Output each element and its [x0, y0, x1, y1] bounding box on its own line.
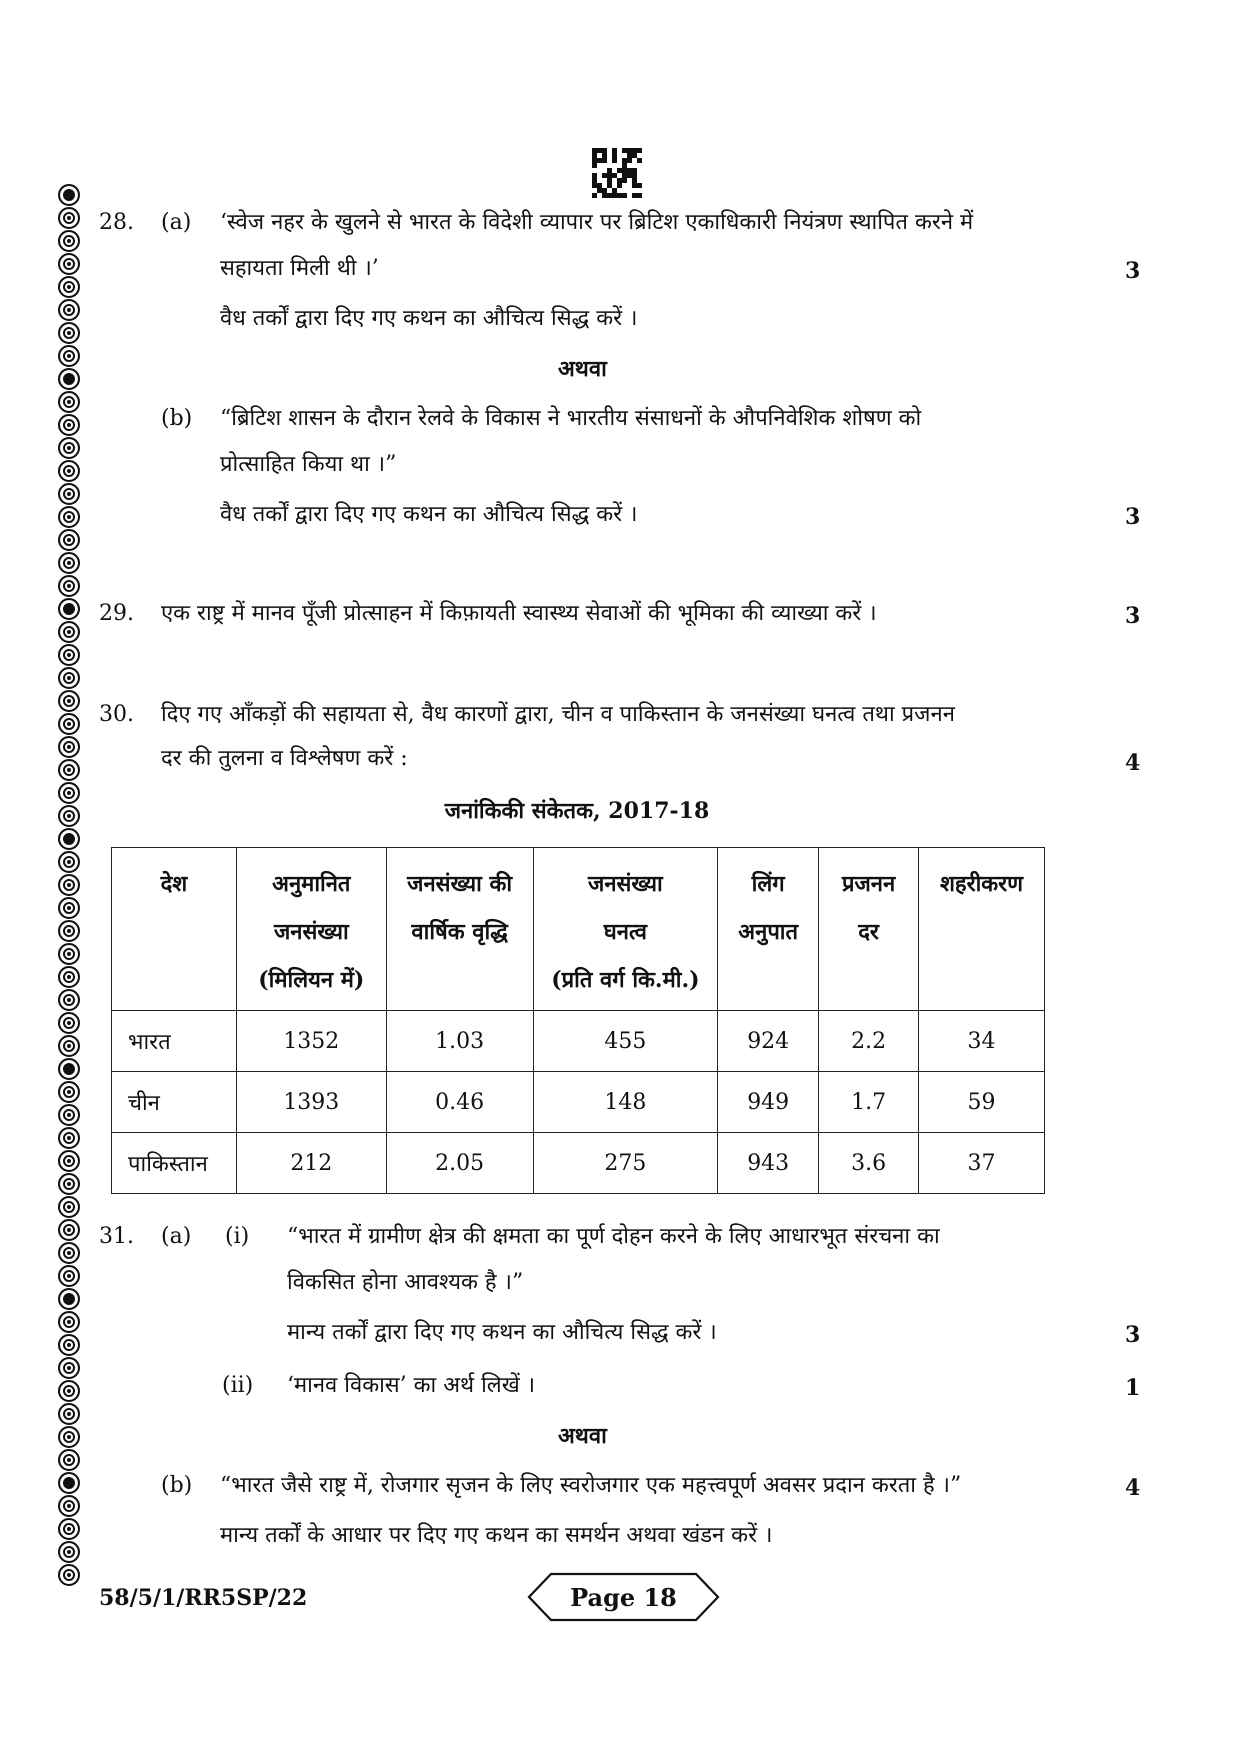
ring-circle-icon — [58, 667, 80, 689]
solid-circle-icon — [58, 368, 80, 390]
solid-circle-icon — [58, 1288, 80, 1310]
ring-circle-icon — [58, 1242, 80, 1264]
ring-circle-icon — [58, 322, 80, 344]
ring-circle-icon — [58, 690, 80, 712]
ring-circle-icon — [58, 437, 80, 459]
ring-circle-icon — [58, 782, 80, 804]
header-country — [112, 848, 237, 1011]
cell-population: 1393 — [236, 1072, 386, 1133]
ring-circle-icon — [58, 851, 80, 873]
ring-circle-icon — [58, 575, 80, 597]
q31-b-marks: 4 — [1125, 1475, 1141, 1501]
ring-circle-icon — [58, 1564, 80, 1586]
q31-i-instruction: मान्य तर्कों द्वारा दिए गए कथन का औचित्य सिद्ध करें । — [287, 1320, 717, 1345]
ring-circle-icon — [58, 483, 80, 505]
cell-population: 212 — [236, 1133, 386, 1194]
header-line: घनत्व — [603, 919, 648, 945]
cell-fertility: 1.7 — [819, 1072, 919, 1133]
ring-circle-icon — [58, 1035, 80, 1057]
ring-circle-icon — [58, 1219, 80, 1241]
qr-module — [637, 193, 642, 198]
header-line: (प्रति वर्ग कि.मी.) — [551, 967, 700, 993]
header-line: देश — [160, 871, 188, 897]
ring-circle-icon — [58, 713, 80, 735]
q28-a-line1: ‘स्वेज नहर के खुलने से भारत के विदेशी व्यापार पर ब्रिटिश एकाधिकारी नियंत्रण स्थापित करने में — [220, 210, 974, 235]
q31-ii-label: (ii) — [222, 1373, 254, 1398]
q31-or: अथवा — [558, 1423, 607, 1449]
ring-circle-icon — [58, 736, 80, 758]
ring-circle-icon — [58, 1449, 80, 1471]
q28-b-line2: प्रोत्साहित किया था ।” — [220, 452, 397, 477]
cell-sex-ratio: 949 — [718, 1072, 819, 1133]
ring-circle-icon — [58, 943, 80, 965]
header-line: अनुमानित — [272, 871, 351, 897]
header-growth — [386, 848, 533, 1011]
ring-circle-icon — [58, 1403, 80, 1425]
q30-number: 30. — [99, 702, 134, 727]
solid-circle-icon — [58, 598, 80, 620]
ring-circle-icon — [58, 1127, 80, 1149]
ring-circle-icon — [58, 529, 80, 551]
ring-circle-icon — [58, 621, 80, 643]
q31-b-label: (b) — [161, 1473, 193, 1498]
q28-b-marks: 3 — [1125, 504, 1141, 530]
ring-circle-icon — [58, 989, 80, 1011]
header-line: प्रजनन — [841, 871, 896, 897]
q30-line2: दर की तुलना व विश्लेषण करें : — [161, 746, 408, 771]
ring-circle-icon — [58, 874, 80, 896]
page-label: Page 18 — [570, 1583, 677, 1612]
cell-country: पाकिस्तान — [112, 1133, 237, 1194]
q28-b-label: (b) — [161, 406, 193, 431]
cell-sex-ratio: 924 — [718, 1011, 819, 1072]
solid-circle-icon — [58, 828, 80, 850]
q29-number: 29. — [99, 601, 134, 626]
cell-country: भारत — [112, 1011, 237, 1072]
page-number-tag — [527, 1572, 720, 1622]
cell-density: 275 — [533, 1133, 718, 1194]
cell-urbanisation: 34 — [919, 1011, 1045, 1072]
header-line: (मिलियन में) — [258, 967, 365, 993]
header-line: वार्षिक वृद्धि — [411, 919, 508, 945]
q29-marks: 3 — [1125, 603, 1141, 629]
q28-b-instruction: वैध तर्कों द्वारा दिए गए कथन का औचित्य सिद्ध करें । — [220, 502, 638, 527]
table-title: जनांकिकी संकेतक, 2017-18 — [444, 798, 710, 824]
ring-circle-icon — [58, 966, 80, 988]
ring-circle-icon — [58, 391, 80, 413]
ring-circle-icon — [58, 1334, 80, 1356]
cell-fertility: 3.6 — [819, 1133, 919, 1194]
q31-b-line2: मान्य तर्कों के आधार पर दिए गए कथन का समर्थन अथवा खंडन करें । — [220, 1523, 773, 1548]
header-urbanisation — [919, 848, 1045, 1011]
ring-circle-icon — [58, 230, 80, 252]
q29-text: एक राष्ट्र में मानव पूँजी प्रोत्साहन में किफ़ायती स्वास्थ्य सेवाओं की भूमिका की व्याख्या करें । — [161, 601, 877, 626]
header-line: अनुपात — [738, 919, 799, 945]
cell-urbanisation: 59 — [919, 1072, 1045, 1133]
ring-circle-icon — [58, 644, 80, 666]
ring-circle-icon — [58, 805, 80, 827]
q28-a-label: (a) — [161, 210, 192, 235]
header-population — [236, 848, 386, 1011]
q31-number: 31. — [99, 1224, 134, 1249]
header-line: जनसंख्या — [588, 871, 663, 897]
q31-a-label: (a) — [161, 1224, 192, 1249]
ring-circle-icon — [58, 1541, 80, 1563]
ring-circle-icon — [58, 253, 80, 275]
table-row — [112, 1072, 1045, 1133]
ring-circle-icon — [58, 759, 80, 781]
ring-circle-icon — [58, 1380, 80, 1402]
ring-circle-icon — [58, 1265, 80, 1287]
cell-urbanisation: 37 — [919, 1133, 1045, 1194]
cell-sex-ratio: 943 — [718, 1133, 819, 1194]
cell-population: 1352 — [236, 1011, 386, 1072]
cell-growth: 2.05 — [386, 1133, 533, 1194]
q28-a-instruction: वैध तर्कों द्वारा दिए गए कथन का औचित्य सिद्ध करें । — [220, 306, 638, 331]
table-row — [112, 1133, 1045, 1194]
q28-b-line1: “ब्रिटिश शासन के दौरान रेलवे के विकास ने भारतीय संसाधनों के औपनिवेशिक शोषण को — [220, 406, 922, 431]
ring-circle-icon — [58, 414, 80, 436]
ring-circle-icon — [58, 1426, 80, 1448]
qr-code-icon — [592, 148, 642, 198]
ring-circle-icon — [58, 1081, 80, 1103]
cell-fertility: 2.2 — [819, 1011, 919, 1072]
header-line: लिंग — [751, 871, 785, 897]
solid-circle-icon — [58, 1472, 80, 1494]
ring-circle-icon — [58, 460, 80, 482]
ring-circle-icon — [58, 1311, 80, 1333]
cell-density: 148 — [533, 1072, 718, 1133]
q31-i-line1: “भारत में ग्रामीण क्षेत्र की क्षमता का पूर्ण दोहन करने के लिए आधारभूत संरचना का — [287, 1224, 940, 1249]
cell-growth: 0.46 — [386, 1072, 533, 1133]
solid-circle-icon — [58, 1058, 80, 1080]
ring-circle-icon — [58, 1150, 80, 1172]
cell-growth: 1.03 — [386, 1011, 533, 1072]
footer-code: 58/5/1/RR5SP/22 — [99, 1585, 308, 1611]
ring-circle-icon — [58, 345, 80, 367]
q28-number: 28. — [99, 210, 134, 235]
ring-circle-icon — [58, 1012, 80, 1034]
table-row — [112, 1011, 1045, 1072]
ring-circle-icon — [58, 1357, 80, 1379]
ring-circle-icon — [58, 506, 80, 528]
q31-i-marks: 3 — [1125, 1322, 1141, 1348]
ring-circle-icon — [58, 920, 80, 942]
solid-circle-icon — [58, 184, 80, 206]
header-fertility — [819, 848, 919, 1011]
margin-circle-strip — [58, 184, 88, 1587]
header-line: जनसंख्या — [273, 919, 349, 945]
q28-a-marks: 3 — [1125, 258, 1141, 284]
q31-b-line1: “भारत जैसे राष्ट्र में, रोजगार सृजन के लिए स्वरोजगार एक महत्त्वपूर्ण अवसर प्रदान करता है ।” — [220, 1473, 962, 1498]
header-line: दर — [858, 919, 879, 945]
q30-line1: दिए गए आँकड़ों की सहायता से, वैध कारणों द्वारा, चीन व पाकिस्तान के जनसंख्या घनत्व तथा प्रजनन — [161, 702, 955, 727]
q28-a-line2: सहायता मिली थी ।’ — [220, 256, 379, 281]
q31-ii-marks: 1 — [1125, 1375, 1141, 1401]
q28-or: अथवा — [558, 356, 607, 382]
ring-circle-icon — [58, 207, 80, 229]
cell-density: 455 — [533, 1011, 718, 1072]
ring-circle-icon — [58, 897, 80, 919]
header-sex-ratio — [718, 848, 819, 1011]
ring-circle-icon — [58, 1104, 80, 1126]
header-line: शहरीकरण — [939, 871, 1024, 897]
q31-ii-text: ‘मानव विकास’ का अर्थ लिखें । — [287, 1373, 536, 1398]
ring-circle-icon — [58, 1518, 80, 1540]
q31-i-label: (i) — [225, 1224, 250, 1249]
ring-circle-icon — [58, 1173, 80, 1195]
ring-circle-icon — [58, 1495, 80, 1517]
ring-circle-icon — [58, 1196, 80, 1218]
q30-marks: 4 — [1125, 750, 1141, 776]
ring-circle-icon — [58, 552, 80, 574]
cell-country: चीन — [112, 1072, 237, 1133]
q31-i-line2: विकसित होना आवश्यक है ।” — [287, 1270, 524, 1295]
header-line: जनसंख्या की — [407, 871, 513, 897]
ring-circle-icon — [58, 299, 80, 321]
demographic-table — [111, 847, 1045, 1194]
ring-circle-icon — [58, 276, 80, 298]
table-header-row — [112, 848, 1045, 1011]
header-density — [533, 848, 718, 1011]
